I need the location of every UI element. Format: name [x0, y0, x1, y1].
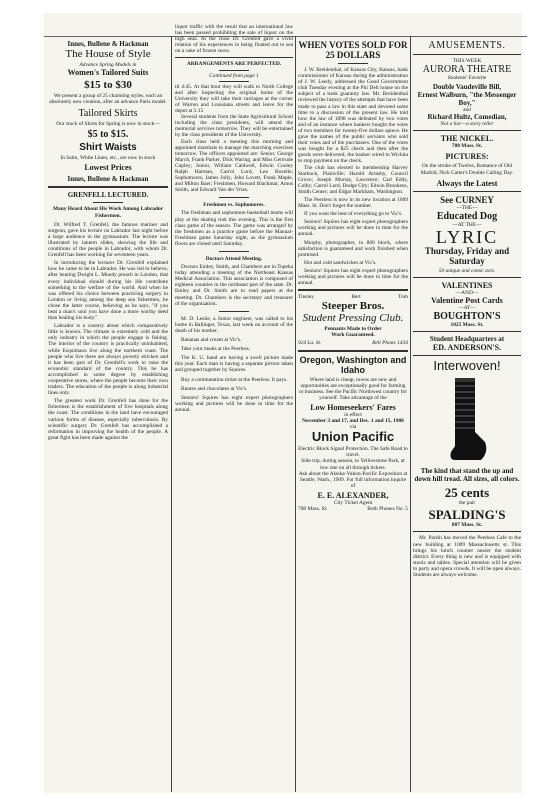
divider [175, 57, 293, 58]
boughtons: BOUGHTON'S [433, 311, 501, 323]
spaldings: SPALDING'S [428, 507, 506, 523]
up-ad-via: via [349, 424, 357, 431]
brief-item: Buntes and chocolates at Vic's. [181, 385, 248, 392]
divider [219, 81, 249, 82]
peerless-cafe-notice: Mr. Parish has moved the Peerless Cafe to the new building at 1009 Massachusetts st. This brings his lunch counter nearer the student district. Every thing is new and is equipped with stools and tables. Special attention will be given to party and opera crowds. It will be open always. Students are always welcome. [413, 535, 521, 578]
aurora-richard: Richard Hultz, Comedian, [427, 113, 507, 122]
ad-suits-heading: Women's Tailored Suits [67, 68, 149, 78]
nickel-title: THE NICKEL. [440, 134, 494, 144]
divider [219, 197, 249, 198]
up-ad-heading: Oregon, Washington and Idaho [299, 354, 407, 375]
divider [298, 350, 408, 352]
article-paragraph: Labrador is a country about which comparatively little is known. The climate is extremely cold and the only industry in which the people engage is fishing. The interior of the country is practically uninhabited, while Esquimaux live along the northern coast. The people who live there are always poverty stricken and it has been part of Dr. Grenfell's work to raise the economic standard of the country. This he has accomplished in some degree by establishing cooperative stores, where the people become their own traders. The education of the people is along industrial lines only. [48, 323, 168, 397]
brief-item: Buy a commutation ticket at the Peerless. It pays. [181, 376, 288, 383]
ad-firm-name-footer: Innes, Bullene & Hackman [67, 175, 149, 184]
up-ad-agent: E. E. ALEXANDER, [317, 490, 389, 500]
ad-skirts-text: Our stock of Skirts for Spring is now in stock— [56, 121, 160, 128]
nickel-pictures: PICTURES: [445, 152, 489, 162]
article-paragraph: The greatest work Dr. Grenfell has done for the fishermen is the establishment of five hospitals along the coast. The conditions in the land have encouraged various forms of disease, especially tuberculosis. By scientific surgery Dr. Grenfell has accomplished a reformation in improving the health of the people. A great fight has been made against the [48, 398, 168, 441]
ad-skirts-price: $5 to $15. [87, 129, 129, 141]
continued-note: Continued from page 1 [209, 72, 259, 79]
aurora-theatre: AURORA THEATRE [422, 64, 512, 76]
lyric-acts: 50 unique and comic acts. [438, 267, 496, 274]
student-headquarters: Student Headquarters at [429, 335, 505, 344]
interwoven-description: The kind that stand the up and down hill tread. All sizes, all colors. [414, 467, 520, 484]
article-paragraph: til 4:45. At that hour they will walk to North College and after inspecting the original home of the University they will take their carriages at the corner of Warren and Louisiana streets and leave for the depot at 5:15 [175, 83, 293, 115]
article-paragraph: Doctors Emley, Smith, and Chambers are in Topeka today attending a meeting of the Northeast Kansas Medical Association. This association is composed of eighteen counties in the northeast part of the state. Dr. Emley and Dr. Smith are to read papers at the meeting. Dr. Chambers is the secretary and treasurer of the organization. [175, 264, 293, 307]
spaldings-address: 807 Mass. St. [451, 522, 483, 529]
lyric-title: LYRIC [435, 226, 499, 247]
brief-item: Bananas and cream at Vic's. [181, 337, 242, 344]
valentine-post-cards: Valentine Post Cards [431, 296, 503, 306]
steeper-name-left: Tinsley [298, 294, 314, 301]
divider [413, 531, 521, 532]
nickel-address: 708 Mass. St. [451, 143, 483, 150]
column-1 [48, 40, 168, 441]
ad-firm-name: Innes, Bullene & Hackman [67, 40, 149, 48]
brief-item: If you want the best of everything go to Vic's. [304, 211, 403, 218]
lyric-the: —THE— [456, 204, 478, 211]
article-paragraph: Each class held a meeting this morning and appointed marshals to manage the marching exercises tomorrow. The officers appointed are: Senior, George March, Frank Parker, Dick Waring, and Miss Gertrude Copley; Junior, William Caldwell, Edwin Cooley Ralph Harman, Carrol Lord, Leo Bozelle; Sophomores, James Jolly, John Lovett, Frank Maple, and Milton Baer; Freshmen, Howard Blackmar, Amos Smith, and Edward Van der Vries. [175, 138, 293, 194]
lyric-see: See CURNEY [440, 194, 494, 205]
divider [338, 63, 368, 64]
article-paragraph: The freshman and sophomore basketball teams will play at the skating rink this evening. This is the first class game of the season. The game was arranged by the freshmen as a practice game before the Manual-Freshman game Saturday night, as the gymnasium floors are closed until Saturday. [175, 210, 293, 247]
divider [413, 355, 521, 356]
article-paragraph: liquor traffic with the result that an international law has been passed prohibiting the sale of liquor on the high seas. At the close Dr. Grenfell gave a vivid relation of his experiences in being floated out to sea on a cake of frozen snow. [175, 24, 293, 55]
brief-item: Murphy, photographer, in 800 block, where satisfaction is guaranteed and work finished when promised. [298, 239, 408, 258]
interwoven-price: 25 cents [444, 485, 490, 501]
divider [219, 251, 249, 252]
article-title: GRENFELL LECTURED. [67, 191, 149, 200]
column-rule [410, 36, 411, 792]
column-4 [413, 40, 521, 578]
lyric-at-the: —AT THE— [452, 221, 482, 228]
valentines-heading: VALENTINES [441, 280, 493, 290]
divider [413, 191, 521, 192]
ad-suits-price: $15 to $30 [84, 79, 132, 92]
article-headline: WHEN VOTES SOLD FOR 25 DOLLARS [298, 40, 408, 60]
section-heading: Freshmen vs. Sophomores. [203, 202, 265, 209]
divider [413, 54, 521, 55]
anderson-name: ED. ANDERSON'S. [432, 343, 502, 353]
divider [413, 130, 521, 131]
brief-item: The K. U. band are having a swell picture made this year. Each man is having a separate picture taken and grouped together by Squires. [175, 355, 293, 374]
aurora-this-week: THIS WEEK [452, 58, 482, 64]
brief-item: Seniors! Squires has eight expert photographers working and pictures will be done in time for the annual. [298, 219, 408, 238]
up-ad-fares: Low Homeseekers' Fares [310, 402, 396, 412]
up-ad-text: Where land is cheap, towns are new and opportunities are exceptionally good for farming or business. See the Pacific Northwest country for yourself. Take advantage of the [298, 376, 408, 401]
lyric-days: Thursday, Friday and Saturday [424, 245, 510, 266]
up-ad-agent-title: City Ticket Agent [333, 499, 373, 506]
steeper-phone: Bell Phone 1434 [372, 340, 408, 347]
article-subtitle: Many Heard About His Work Among Labrador Fishermen. [52, 206, 164, 219]
steeper-name-right: Tom [398, 294, 408, 301]
ad-advance-models: Advance Spring Models in [79, 62, 137, 68]
brief-item: Seniors! Squires has eight expert photographers working and pictures will be done in time for the annual. [298, 267, 408, 287]
section-heading: Doctors Attend Meeting. [205, 256, 263, 262]
article-paragraph: In introducing the lecturer Dr. Grenfell explained how he came to be in Labrador. He was led to believe, after hearing Dwight L. Moody preach in London, that every individual should during his life contribute something to the welfare of the world. And when he was offered his choice between practicing surgery in London or living among the deep sea fishermen, he chose the latter course, believing as he says, "if you beat a man's soul you have done a more worthy deed than healing his body." [48, 260, 168, 322]
up-ad-phones: Both Phones No. 5 [367, 505, 408, 512]
ad-waists-text: In Satin, White Linen, etc., are now in stock [60, 155, 156, 162]
steeper-contact [298, 340, 408, 346]
page-edge [535, 0, 545, 800]
article-paragraph: Several students from the State Agricultural School including the class presidents, will attend the memorial services tomorrow. They will be entertained by the class presidents of the University. [175, 114, 293, 139]
article-paragraph: M. D. Leslie, a Junior engineer, was called to his home in Ballinger, Texas, last week on account of the death of his mother. [175, 315, 293, 334]
ad-suits-text: We present a group of 25 charming styles, each an absolutely new creation, after an advance Paris model. [49, 93, 167, 106]
column-rule [295, 36, 296, 792]
aurora-bill: Double Vaudeville Bill, [432, 83, 502, 92]
steeper-pennants: Pennants Made to Order [324, 326, 382, 333]
steeper-ad-club: Student Pressing Club. [302, 312, 404, 325]
article-paragraph: The club has elected to membership Harvey Starbuck, Plainville; Harold Armsby, Council Grove; Joseph Murray, Lawrence; Carl Eddy, Colby; Carrol Lord, Dodge City; Edwin Brookens, Smith Center; and Edgar Markham, Washington. [298, 164, 408, 195]
nickel-always-latest: Always the Latest [436, 178, 498, 188]
sock-icon [445, 376, 489, 464]
interwoven-pair: the pair [458, 500, 476, 507]
steeper-address: 924 La. St. [298, 340, 322, 347]
article-paragraph: Dr. Wilfred T. Grenfell, the famous mariner and surgeon, gave his lecture on Labrador last night before a large audience in the gymnasium. The lecture was illustrated by lantern slides, showing the life and conditions of the people in Labrador, with whom Dr. Grenfell has been working for seventeen years. [48, 221, 168, 259]
column-2 [175, 24, 293, 413]
nickel-program: On the stroke of Twelve, Romance of Old Madrid, Nick Carter's Double Calling Day. [420, 163, 514, 176]
brief-item: Take your meals at the Peerless. [181, 346, 251, 353]
amusements-heading: AMUSEMENTS. [428, 40, 506, 51]
steeper-name-center: Bert [351, 294, 361, 301]
up-ad-address: 708 Mass. St. [298, 505, 328, 512]
up-ad-effect: in effect [344, 411, 362, 418]
steeper-ad-title: Steeper Bros. [321, 300, 385, 313]
divider [219, 70, 249, 71]
article-title: ARRANGEMENTS ARE PERFECTED. [186, 61, 282, 68]
brief-item: The Peerless is now in its new location at 1009 Mass. St. Don't forget the number. [298, 196, 408, 210]
divider [93, 202, 123, 203]
divider [413, 331, 521, 332]
lyric-educated-dog: Educated Dog [436, 210, 498, 222]
ad-title: The House of Style [65, 48, 151, 60]
aurora-ernest: Ernest Walburn, "the Messenger Boy," [417, 91, 517, 108]
aurora-and: and [463, 107, 471, 114]
brief-item: Seniors! Squires has eight expert photographers working and pictures will be done in time for the annual. [175, 394, 293, 413]
column-3 [298, 40, 408, 512]
brief-item: Hot and cold sandwiches at Vic's. [304, 259, 377, 266]
divider [219, 311, 249, 312]
steeper-work: Work Guaranteed. [331, 332, 375, 339]
aurora-story-teller: Not a liar—a story teller [440, 121, 494, 128]
ad-waists-heading: Shirt Waists [79, 142, 137, 154]
interwoven-heading: Interwoven! [433, 358, 501, 374]
divider [298, 289, 408, 291]
ad-skirts-heading: Tailored Skirts [78, 108, 138, 120]
aurora-favorite: Students' Favorite [447, 75, 487, 82]
up-ad-railroad: Union Pacific [311, 429, 395, 445]
valentines-and: —AND— [455, 289, 479, 296]
divider [48, 186, 168, 188]
up-ad-side-trip: Side trip, during season, to Yellowstone Park, at low rate on all through tickets. [301, 458, 405, 471]
divider [413, 277, 521, 278]
up-ad-signal: Electric Block Signal Protection. The Safe Road to travel. [298, 446, 408, 459]
boughtons-address: 1025 Mass. St. [450, 322, 484, 329]
up-ad-exposition: Ask about the Alaska-Yukon-Pacific Exposition at Seattle, Wash., 1909. For full information inquire of [298, 470, 408, 489]
valentines-at: —AT— [458, 305, 476, 312]
up-ad-contact [298, 506, 408, 512]
column-rule [171, 36, 172, 792]
ad-lowest-prices: Lowest Prices [84, 163, 132, 173]
up-ad-dates: November 3 and 17, and Dec. 1 and 15, 1908 [302, 418, 404, 425]
article-paragraph: J. W. Breidenthal, of Kansas City, Kansas, bank commissioner of Kansas during the administration of J. W. Leedy, addressed the Good Government club Tuesday evening at the Phi Delt house on the subject of a bank guaranty law. Mr. Breidenthal reviewed the history of the attempts that have been made to pass a law in this state and devoted some time to a discussion of the present law. He told how the law of 1898 was defeated by two votes and of an instance where bankers bought the votes of two members for twenty-five dollars apiece. He gave the names of the public servants who sold their votes and of the purchasers. One of the votes was bought for a $25 check and then after the goods were delivered, the banker wired to Wichita to stop payment on the check. [298, 67, 408, 165]
